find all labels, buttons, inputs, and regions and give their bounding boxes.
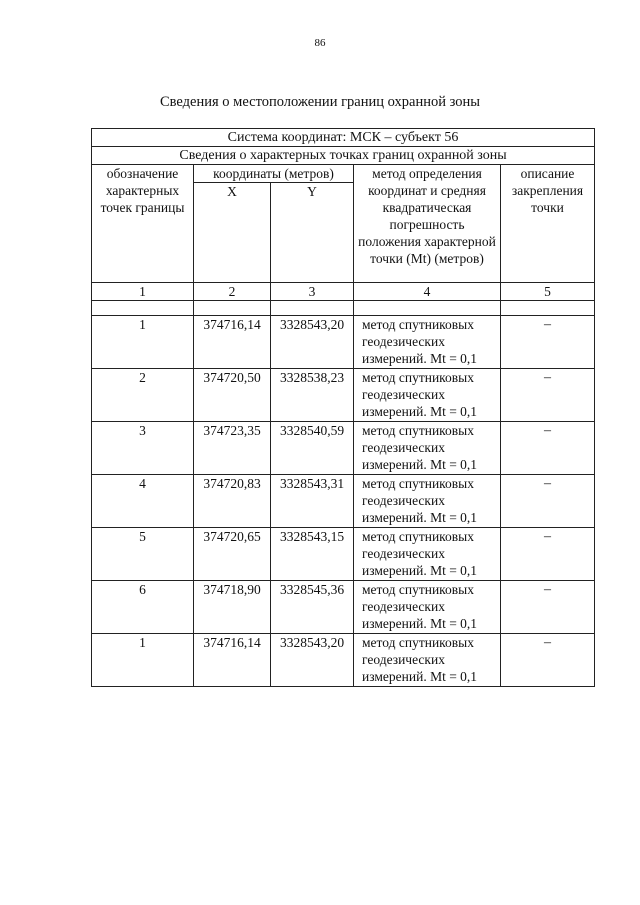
description-cell: – (501, 475, 595, 528)
x-coordinate-cell: 374718,90 (194, 581, 271, 634)
y-coordinate-cell: 3328543,20 (271, 316, 354, 369)
method-cell: метод спутниковых геодезических измерений. Mt = 0,1 (354, 422, 501, 475)
table-row (92, 528, 595, 581)
column-header-description: описание закрепления точки (501, 165, 595, 283)
column-header-method: метод определения координат и средняя квадратическая погрешность положения характерной точки (Mt) (метров) (354, 165, 501, 283)
coordinate-system-header: Система координат: МСК – субъект 56 (92, 129, 595, 147)
method-cell: метод спутниковых геодезических измерений. Mt = 0,1 (354, 369, 501, 422)
table-row (92, 634, 595, 687)
method-cell: метод спутниковых геодезических измерений. Mt = 0,1 (354, 316, 501, 369)
document-title: Сведения о местоположении границ охранной зоны (159, 94, 480, 110)
table-row (92, 316, 595, 369)
y-coordinate-cell: 3328545,36 (271, 581, 354, 634)
description-cell: – (501, 634, 595, 687)
x-coordinate-cell: 374720,65 (194, 528, 271, 581)
column-header-coordinates: координаты (метров) (194, 165, 354, 183)
table-row (92, 369, 595, 422)
x-coordinate-cell: 374723,35 (194, 422, 271, 475)
table-row (92, 581, 595, 634)
page-number: 86 (314, 37, 326, 49)
point-designation-cell: 6 (92, 581, 194, 634)
point-designation-cell: 2 (92, 369, 194, 422)
method-cell: метод спутниковых геодезических измерений. Mt = 0,1 (354, 581, 501, 634)
description-cell: – (501, 422, 595, 475)
description-cell: – (501, 581, 595, 634)
column-number: 5 (501, 283, 595, 301)
method-cell: метод спутниковых геодезических измерений. Mt = 0,1 (354, 634, 501, 687)
method-cell: метод спутниковых геодезических измерений. Mt = 0,1 (354, 528, 501, 581)
section-header: Сведения о характерных точках границ охранной зоны (92, 147, 595, 165)
point-designation-cell: 4 (92, 475, 194, 528)
y-coordinate-cell: 3328543,20 (271, 634, 354, 687)
y-coordinate-cell: 3328543,15 (271, 528, 354, 581)
column-header-x: X (194, 183, 271, 283)
column-number: 4 (354, 283, 501, 301)
column-number: 1 (92, 283, 194, 301)
x-coordinate-cell: 374720,83 (194, 475, 271, 528)
x-coordinate-cell: 374716,14 (194, 634, 271, 687)
column-header-y: Y (271, 183, 354, 283)
column-number: 2 (194, 283, 271, 301)
point-designation-cell: 3 (92, 422, 194, 475)
table-row (92, 475, 595, 528)
table-row (92, 422, 595, 475)
point-designation-cell: 1 (92, 634, 194, 687)
x-coordinate-cell: 374716,14 (194, 316, 271, 369)
column-header-designation: обозначение характерных точек границы (92, 165, 194, 283)
x-coordinate-cell: 374720,50 (194, 369, 271, 422)
method-cell: метод спутниковых геодезических измерений. Mt = 0,1 (354, 475, 501, 528)
description-cell: – (501, 528, 595, 581)
y-coordinate-cell: 3328543,31 (271, 475, 354, 528)
spacer-row (92, 301, 595, 316)
point-designation-cell: 1 (92, 316, 194, 369)
description-cell: – (501, 369, 595, 422)
y-coordinate-cell: 3328538,23 (271, 369, 354, 422)
coordinates-table (91, 128, 595, 687)
description-cell: – (501, 316, 595, 369)
point-designation-cell: 5 (92, 528, 194, 581)
column-number: 3 (271, 283, 354, 301)
y-coordinate-cell: 3328540,59 (271, 422, 354, 475)
